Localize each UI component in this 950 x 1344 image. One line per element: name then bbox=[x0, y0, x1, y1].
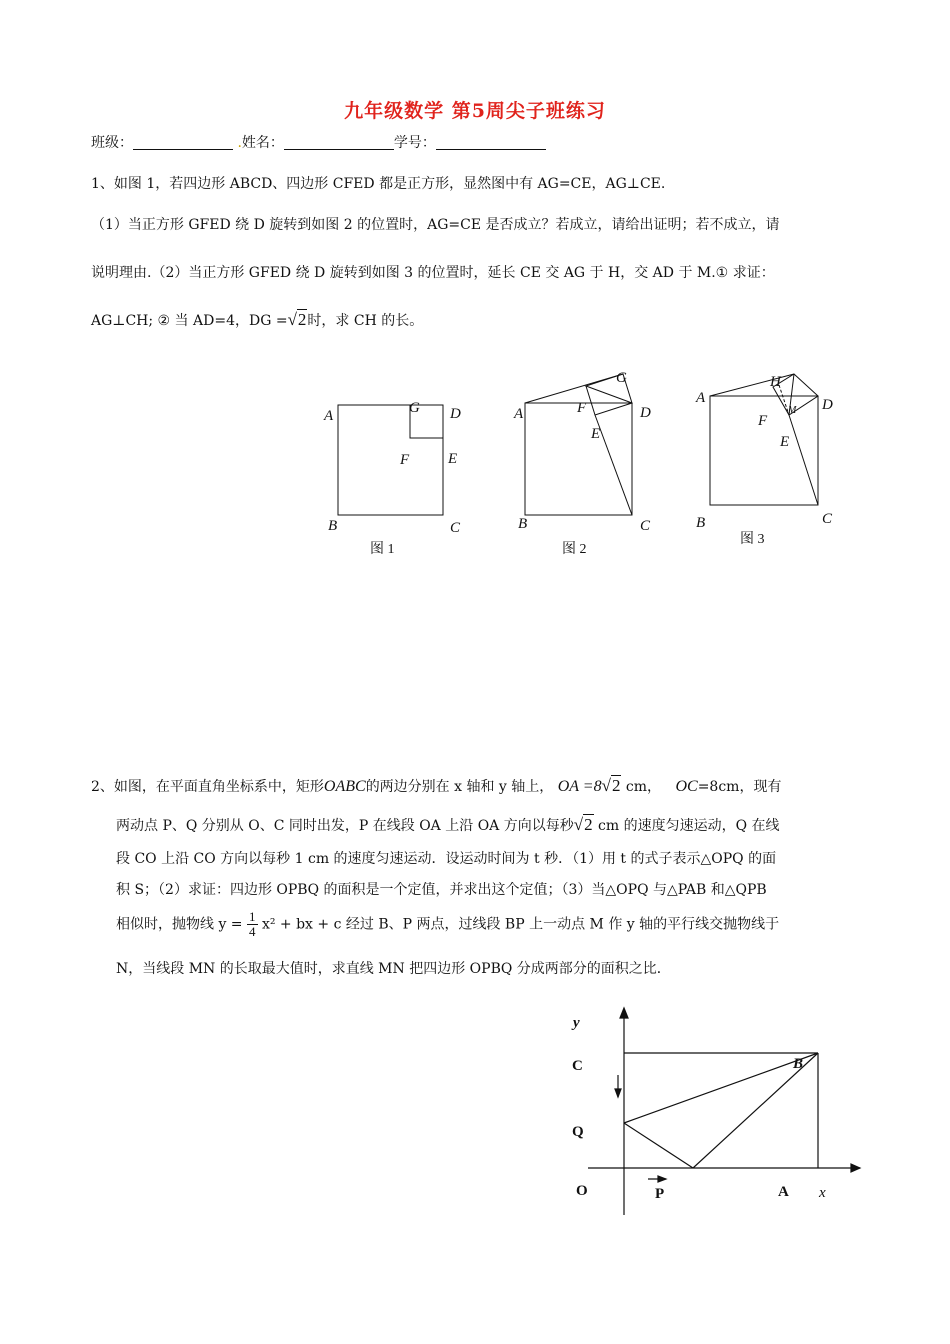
segment-ag-fig2 bbox=[525, 374, 623, 403]
q2-line-1-d: cm， bbox=[621, 779, 662, 795]
q2-frac-den: 4 bbox=[249, 924, 256, 939]
fig2-label-c: C bbox=[640, 518, 651, 534]
p-arrowhead-icon bbox=[658, 1176, 666, 1182]
number-field[interactable] bbox=[436, 135, 546, 150]
fig3-label-h: H bbox=[770, 374, 781, 390]
q1-figures bbox=[310, 360, 870, 570]
fig1-label-e: E bbox=[448, 451, 458, 467]
q2-line-6: N，当线段 MN 的长取最大值时，求直线 MN 把四边形 OPBQ 分成两部分的面积之比． bbox=[116, 961, 671, 977]
q2-oa: OA =8 bbox=[557, 778, 602, 795]
fig1-caption: 图 1 bbox=[370, 542, 395, 557]
name-field[interactable] bbox=[284, 135, 394, 150]
segment-ce-fig3 bbox=[789, 415, 818, 505]
segment-ce-fig2 bbox=[595, 415, 632, 515]
q1-line-2: （1）当正方形 GFED 绕 D 旋转到如图 2 的位置时，AG=CE 是否成立？若成立，请给出证明；若不成立，请 bbox=[91, 217, 780, 233]
q2-line-2-b: cm 的速度匀速运动，Q 在线 bbox=[593, 818, 780, 834]
fig2-label-b: B bbox=[518, 516, 528, 532]
q2-speed-sqrt: 2 bbox=[584, 815, 593, 834]
q2-coordinate-figure bbox=[560, 1005, 880, 1220]
fig1-label-c: C bbox=[450, 520, 461, 536]
class-field[interactable] bbox=[133, 135, 233, 150]
q1-line-3: 说明理由.（2）当正方形 GFED 绕 D 旋转到如图 3 的位置时，延长 CE 交 AG 于 H，交 AD 于 M.① 求证： bbox=[91, 265, 775, 281]
label-q: Q bbox=[572, 1124, 584, 1140]
fig3-label-f: F bbox=[758, 413, 768, 429]
q1-sqrt-value: 2 bbox=[297, 310, 307, 329]
q2-line-1: 2、如图，在平面直角坐标系中，矩形OABC的两边分别在 x 轴和 y 轴上， OA =8√2 cm， OC=8cm，现有 bbox=[91, 776, 782, 795]
q2-line-5-b: x² + bx + c 经过 B、P 两点，过线段 BP 上一动点 M 作 y 轴的平行线交抛物线于 bbox=[261, 916, 780, 933]
q2-line-1-c: 的两边分别在 x 轴和 y 轴上， bbox=[365, 779, 554, 795]
fig2-label-f: F bbox=[577, 400, 587, 416]
q2-line-2-a: 两动点 P、Q 分别从 O、C 同时出发，P 在线段 OA 上沿 OA 方向以每秒 bbox=[116, 818, 574, 834]
fig1-label-g: G bbox=[409, 400, 420, 416]
y-axis-arrow-icon bbox=[620, 1008, 628, 1018]
q2-fraction bbox=[247, 910, 258, 939]
figure-3 bbox=[710, 374, 818, 505]
q2-line-5-a: 相似时，抛物线 y = bbox=[116, 916, 243, 933]
q2-line-1-e: =8cm，现有 bbox=[697, 779, 782, 795]
label-c: C bbox=[572, 1058, 583, 1074]
q1-line-4-end: 时，求 CH 的长。 bbox=[307, 313, 424, 329]
student-info-row: 班级： .姓名： 学号： bbox=[91, 132, 546, 152]
label-o: O bbox=[576, 1183, 588, 1199]
fig2-label-e: E bbox=[591, 426, 601, 442]
label-p: P bbox=[655, 1186, 665, 1202]
square-abcd-fig1 bbox=[338, 405, 443, 515]
segment-ag-fig3 bbox=[710, 374, 794, 396]
class-label: 班级： bbox=[91, 135, 133, 151]
q2-line-1-a: 2、如图，在平面直角坐标系中，矩形 bbox=[91, 779, 324, 795]
x-axis-arrow-icon bbox=[851, 1164, 860, 1172]
q2-oa-sqrt: 2 bbox=[611, 776, 621, 795]
fig3-label-e: E bbox=[780, 434, 790, 450]
page-title: 九年级数学 第5周尖子班练习 bbox=[344, 100, 606, 122]
label-a: A bbox=[778, 1184, 789, 1200]
square-abcd-fig2 bbox=[525, 403, 632, 515]
q2-oc: OC bbox=[675, 778, 698, 795]
q2-frac-num: 1 bbox=[249, 909, 256, 924]
label-x: x bbox=[819, 1185, 826, 1201]
fig3-label-c: C bbox=[822, 511, 833, 527]
fig3-label-a: A bbox=[696, 390, 706, 406]
name-label: 姓名： bbox=[241, 135, 284, 151]
fig1-label-b: B bbox=[328, 518, 338, 534]
figure-2 bbox=[525, 374, 632, 515]
fig2-label-a: A bbox=[514, 406, 524, 422]
figure-1 bbox=[338, 405, 443, 515]
fig1-label-a: A bbox=[324, 408, 334, 424]
q1-line-4-start: AG⊥CH; ② 当 AD=4，DG = bbox=[91, 313, 288, 329]
fig2-label-g: G bbox=[616, 370, 627, 386]
fig3-caption: 图 3 bbox=[740, 532, 765, 547]
number-label: 学号： bbox=[393, 135, 436, 151]
label-b: B bbox=[793, 1056, 804, 1072]
label-y: y bbox=[573, 1015, 580, 1031]
fig3-label-b: B bbox=[696, 515, 706, 531]
q2-line-4: 积 S；（2）求证：四边形 OPBQ 的面积是一个定值，并求出这个定值；（3）当△OPQ 与△PAB 和△QPB bbox=[116, 882, 767, 898]
fig3-label-m: M bbox=[788, 405, 797, 416]
q2-rect-name: OABC bbox=[323, 778, 366, 795]
q1-line-4: AG⊥CH; ② 当 AD=4，DG =√2时，求 CH 的长。 bbox=[91, 310, 424, 329]
q2-line-2: 两动点 P、Q 分别从 O、C 同时出发，P 在线段 OA 上沿 OA 方向以每秒√2 cm 的速度匀速运动，Q 在线 bbox=[116, 815, 780, 834]
q1-line-1: 1、如图 1，若四边形 ABCD、四边形 CFED 都是正方形，显然图中有 AG=CE，AG⊥CE. bbox=[91, 176, 666, 192]
segment-qp bbox=[624, 1123, 693, 1168]
fig1-label-f: F bbox=[400, 452, 410, 468]
segment-qb bbox=[624, 1053, 818, 1123]
fig1-label-d: D bbox=[450, 406, 461, 422]
fig3-label-d: D bbox=[822, 397, 833, 413]
q2-line-5 bbox=[116, 910, 779, 939]
fig2-label-d: D bbox=[640, 405, 651, 421]
q-arrowhead-icon bbox=[615, 1089, 621, 1097]
fig2-caption: 图 2 bbox=[562, 542, 587, 557]
q2-line-3: 段 CO 上沿 CO 方向以每秒 1 cm 的速度匀速运动．设运动时间为 t 秒．（1）用 t 的式子表示△OPQ 的面 bbox=[116, 851, 777, 867]
